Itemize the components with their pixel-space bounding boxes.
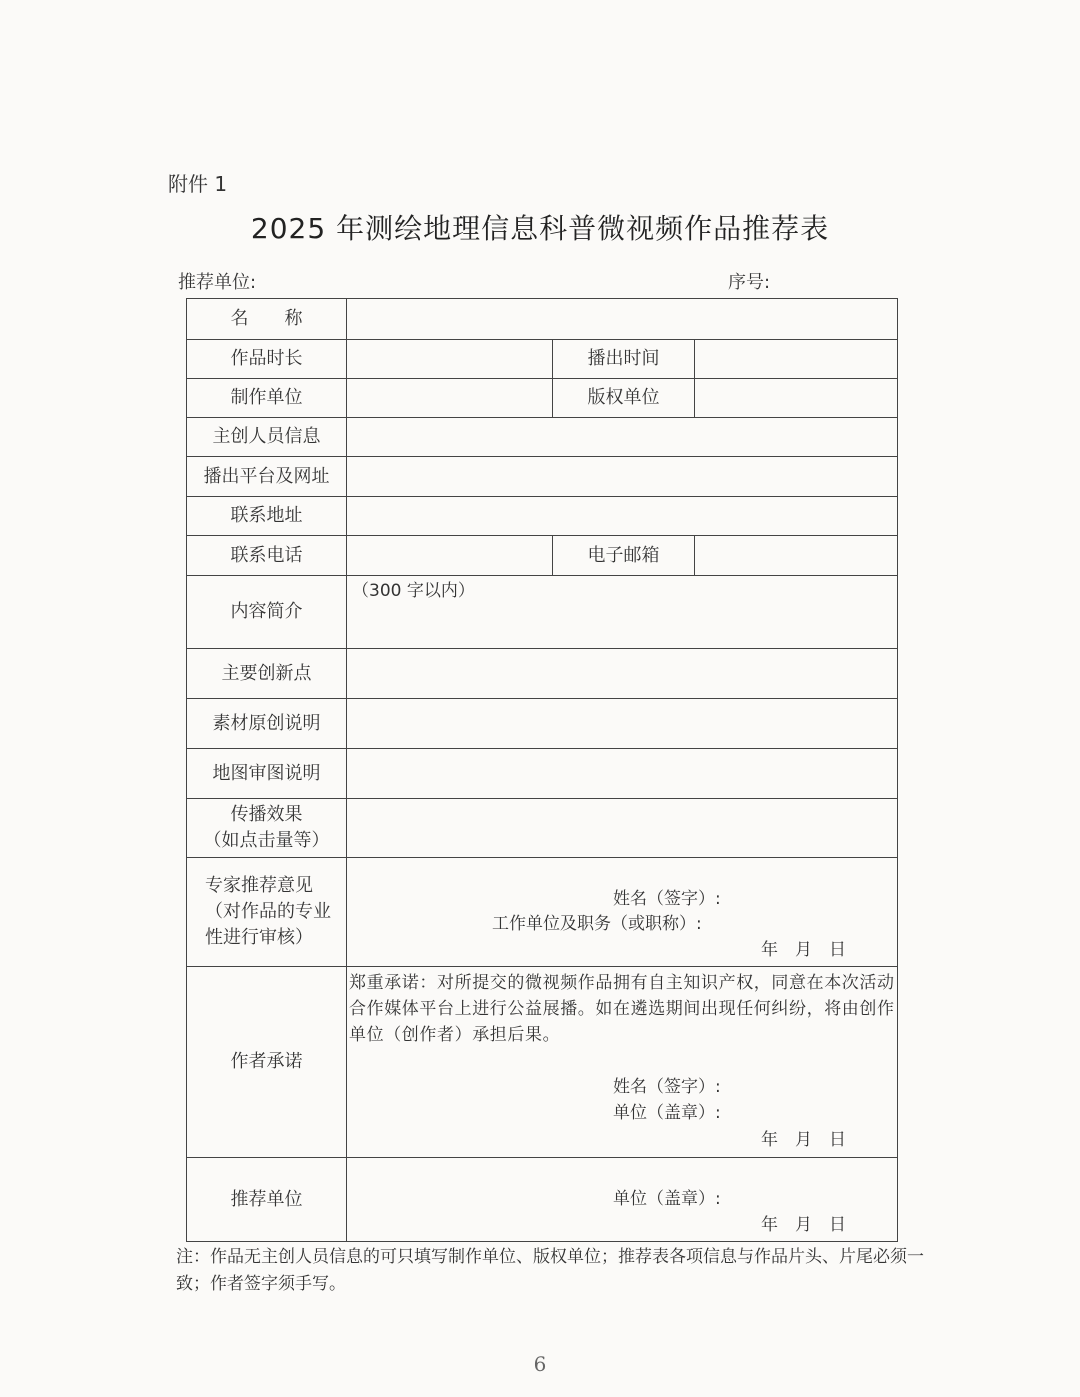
footnote: 注：作品无主创人员信息的可只填写制作单位、版权单位；推荐表各项信息与作品片头、片尾必须一致；作者签字须手写。 [176,1247,924,1294]
commitment-text: 郑重承诺：对所提交的微视频作品拥有自主知识产权，同意在本次活动合作媒体平台上进行公益展播。如在遴选期间出现任何纠纷，将由创作单位（创作者）承担后果。 [349,973,895,1045]
expert-date-field: 年 月 日 [761,940,846,960]
commitment-date-field: 年 月 日 [761,1130,846,1150]
form-border-bottom [186,1241,898,1242]
label-expert-line3: 性进行审核） [205,927,313,948]
label-effect-line1: 传播效果 [230,804,303,825]
label-platform: 播出平台及网址 [203,465,330,487]
label-column-divider [346,298,347,1242]
label-summary: 内容简介 [230,601,303,622]
label-innovation: 主要创新点 [221,662,312,684]
recommend-seal-field: 单位（盖章）: [613,1189,721,1209]
expert-signature-field: 姓名（签字）: [613,889,721,909]
label-copyright-unit: 版权单位 [587,387,660,408]
label-creators: 主创人员信息 [212,426,321,447]
label-expert-opinion [187,858,346,966]
page-title: 2025 年测绘地理信息科普微视频作品推荐表 [250,212,830,245]
label-duration: 作品时长 [230,348,303,369]
label-originality: 素材原创说明 [212,712,321,734]
label-name: 名 称 [230,308,303,329]
serial-number-label: 序号: [728,272,771,293]
mid-column-divider [694,339,695,418]
recommend-date-field: 年 月 日 [761,1215,846,1235]
label-email: 电子邮箱 [587,544,660,566]
mid-column-divider [694,535,695,575]
commitment-seal-field: 单位（盖章）: [613,1103,721,1123]
label-map-review: 地图审图说明 [212,762,321,784]
page-number: 6 [533,1352,547,1376]
label-phone: 联系电话 [230,544,303,566]
label-effect-line2: （如点击量等） [203,830,330,851]
label-recommending-unit: 推荐单位 [230,1188,303,1210]
label-expert-line1: 专家推荐意见 [205,875,313,896]
summary-hint: （300 字以内） [352,581,475,601]
attachment-label: 附件 1 [168,172,228,196]
form-border-right [897,298,898,1242]
label-broadcast-time: 播出时间 [587,348,660,369]
label-expert-line2: （对作品的专业 [205,901,331,922]
label-propagation-effect [187,799,346,857]
label-address: 联系地址 [230,505,303,526]
label-author-commitment: 作者承诺 [230,1051,303,1072]
label-production-unit: 制作单位 [230,387,303,408]
expert-workplace-field: 工作单位及职务（或职称）: [492,914,702,934]
commitment-signature-field: 姓名（签字）: [613,1077,721,1097]
recommending-unit-label: 推荐单位: [178,272,257,293]
